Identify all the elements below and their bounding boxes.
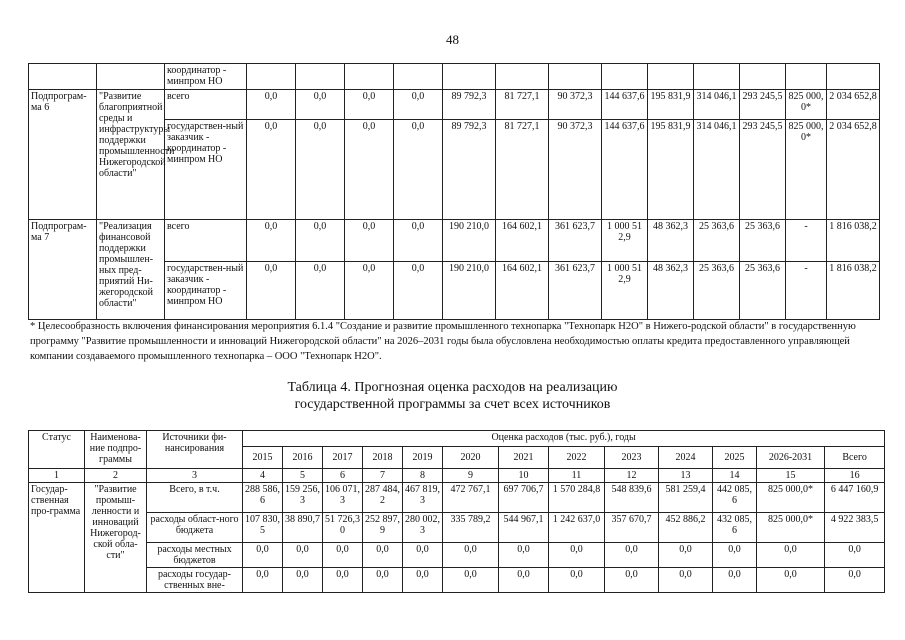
value-cell: 190 210,0 [443, 262, 496, 320]
value-cell: 0,0 [605, 543, 659, 568]
value-cell: 0,0 [549, 543, 605, 568]
column-number: 14 [713, 469, 757, 483]
value-cell: 0,0 [825, 568, 885, 593]
name-cell [97, 64, 165, 90]
column-number: 1 [29, 469, 85, 483]
column-number: 13 [659, 469, 713, 483]
value-cell: 1 816 038,2 [827, 262, 880, 320]
value-cell: 25 363,6 [740, 262, 786, 320]
column-number: 9 [443, 469, 499, 483]
value-cell: 1 000 512,9 [602, 220, 648, 262]
header-year: 2020 [443, 447, 499, 469]
table-row [29, 90, 880, 120]
column-number: 12 [605, 469, 659, 483]
value-cell: 0,0 [345, 120, 394, 220]
value-cell [443, 64, 496, 90]
value-cell: 164 602,1 [496, 220, 549, 262]
value-cell: 1 570 284,8 [549, 483, 605, 513]
column-number: 15 [757, 469, 825, 483]
value-cell: 90 372,3 [549, 120, 602, 220]
value-cell: 0,0 [345, 220, 394, 262]
value-cell: 0,0 [363, 568, 403, 593]
column-number: 7 [363, 469, 403, 483]
value-cell: 0,0 [403, 543, 443, 568]
value-cell: 0,0 [394, 262, 443, 320]
source-cell: координатор - минпром НО [165, 64, 247, 90]
value-cell: 0,0 [499, 543, 549, 568]
value-cell: 0,0 [323, 568, 363, 593]
value-cell: 0,0 [394, 90, 443, 120]
value-cell: 25 363,6 [740, 220, 786, 262]
value-cell: 6 447 160,9 [825, 483, 885, 513]
value-cell: 0,0 [659, 568, 713, 593]
table-row [29, 513, 885, 543]
value-cell: 335 789,2 [443, 513, 499, 543]
value-cell: 0,0 [605, 568, 659, 593]
subprogram-table [28, 63, 880, 320]
value-cell: 825 000,0* [786, 90, 827, 120]
header-year: 2025 [713, 447, 757, 469]
value-cell: 432 085,6 [713, 513, 757, 543]
value-cell: 825 000,0* [786, 120, 827, 220]
value-cell [549, 64, 602, 90]
source-cell: всего [165, 220, 247, 262]
value-cell: 452 886,2 [659, 513, 713, 543]
program-cell: Подпрограм-ма 6 [29, 90, 97, 220]
value-cell: 195 831,9 [648, 120, 694, 220]
value-cell: 0,0 [345, 90, 394, 120]
value-cell: 107 830,5 [243, 513, 283, 543]
value-cell: 0,0 [443, 543, 499, 568]
value-cell: 144 637,6 [602, 120, 648, 220]
value-cell: 361 623,7 [549, 220, 602, 262]
value-cell: 0,0 [713, 568, 757, 593]
value-cell [648, 64, 694, 90]
source-cell: всего [165, 90, 247, 120]
value-cell: 280 002,3 [403, 513, 443, 543]
column-number: 10 [499, 469, 549, 483]
value-cell: 0,0 [403, 568, 443, 593]
header-status: Статус [29, 431, 85, 469]
value-cell: - [786, 262, 827, 320]
value-cell: 25 363,6 [694, 262, 740, 320]
source-cell: Всего, в т.ч. [147, 483, 243, 513]
column-number: 5 [283, 469, 323, 483]
value-cell [602, 64, 648, 90]
value-cell: 0,0 [443, 568, 499, 593]
value-cell: 89 792,3 [443, 90, 496, 120]
value-cell: 89 792,3 [443, 120, 496, 220]
value-cell: 442 085,6 [713, 483, 757, 513]
value-cell [345, 64, 394, 90]
value-cell: 1 242 637,0 [549, 513, 605, 543]
header-year: Всего [825, 447, 885, 469]
header-name: Наименова-ние подпро-граммы [85, 431, 147, 469]
table4-title-line1: Таблица 4. Прогнозная оценка расходов на реализацию [287, 380, 618, 395]
value-cell: 159 256,3 [283, 483, 323, 513]
source-cell: расходы государ-ственных вне- [147, 568, 243, 593]
header-year: 2016 [283, 447, 323, 469]
value-cell: 81 727,1 [496, 120, 549, 220]
value-cell: 314 046,1 [694, 120, 740, 220]
value-cell: 1 816 038,2 [827, 220, 880, 262]
value-cell: 361 623,7 [549, 262, 602, 320]
name-cell: "Реализация финансовой поддержки промышлен-ных пред-приятий Ни-жегородской области" [97, 220, 165, 320]
table4-title-line2: государственной программы за счет всех источников [294, 397, 611, 412]
value-cell: 548 839,6 [605, 483, 659, 513]
value-cell: 90 372,3 [549, 90, 602, 120]
value-cell [247, 64, 296, 90]
source-cell: государствен-ный заказчик - координатор - минпром НО [165, 262, 247, 320]
value-cell: 825 000,0* [757, 483, 825, 513]
value-cell: 106 071,3 [323, 483, 363, 513]
value-cell: 472 767,1 [443, 483, 499, 513]
value-cell: 0,0 [363, 543, 403, 568]
value-cell: 51 726,30 [323, 513, 363, 543]
header-year: 2018 [363, 447, 403, 469]
value-cell: 0,0 [825, 543, 885, 568]
name-cell: "Развитие промыш-ленности и инноваций Нижегород-ской обла-сти" [85, 483, 147, 593]
value-cell: 0,0 [243, 568, 283, 593]
column-number: 3 [147, 469, 243, 483]
column-number: 16 [825, 469, 885, 483]
table-row [29, 64, 880, 90]
value-cell: 0,0 [247, 90, 296, 120]
header-year: 2023 [605, 447, 659, 469]
value-cell: - [786, 220, 827, 262]
header-year: 2017 [323, 447, 363, 469]
value-cell: 0,0 [296, 262, 345, 320]
value-cell: 0,0 [283, 543, 323, 568]
value-cell: 2 034 652,8 [827, 90, 880, 120]
header-year: 2026-2031 [757, 447, 825, 469]
value-cell: 293 245,5 [740, 120, 786, 220]
value-cell: 288 586,6 [243, 483, 283, 513]
value-cell: 1 000 512,9 [602, 262, 648, 320]
value-cell: 0,0 [757, 568, 825, 593]
header-year: 2024 [659, 447, 713, 469]
value-cell: 144 637,6 [602, 90, 648, 120]
value-cell: 293 245,5 [740, 90, 786, 120]
header-year: 2015 [243, 447, 283, 469]
column-number: 8 [403, 469, 443, 483]
value-cell: 0,0 [247, 220, 296, 262]
status-cell: Государ-ственная про-грамма [29, 483, 85, 593]
value-cell: 0,0 [345, 262, 394, 320]
value-cell: 48 362,3 [648, 220, 694, 262]
value-cell: 2 034 652,8 [827, 120, 880, 220]
value-cell: 38 890,7 [283, 513, 323, 543]
header-year: 2021 [499, 447, 549, 469]
footnote: * Целесообразность включения финансирования мероприятия 6.1.4 "Создание и развитие промышленного технопарка "Технопарк Н2О" в Нижего-родской области" в государственную программу "Развитие промышленности и инноваций Нижегородской области" на 2026–2031 годы была обусловлена необходимостью оплаты кредита предоставленного управляющей компании создаваемого промышленного технопарка – ООО "Технопарк Н2О". [30, 321, 856, 362]
page-number: 48 [446, 32, 459, 47]
column-number: 2 [85, 469, 147, 483]
table4 [28, 430, 885, 593]
value-cell [740, 64, 786, 90]
column-number: 4 [243, 469, 283, 483]
value-cell: 164 602,1 [496, 262, 549, 320]
value-cell: 0,0 [549, 568, 605, 593]
source-cell: расходы местных бюджетов [147, 543, 243, 568]
value-cell: 0,0 [323, 543, 363, 568]
value-cell: 0,0 [247, 120, 296, 220]
value-cell: 0,0 [713, 543, 757, 568]
value-cell: 0,0 [394, 220, 443, 262]
header-year: 2022 [549, 447, 605, 469]
value-cell: 825 000,0* [757, 513, 825, 543]
value-cell: 48 362,3 [648, 262, 694, 320]
value-cell: 357 670,7 [605, 513, 659, 543]
value-cell: 4 922 383,5 [825, 513, 885, 543]
column-number: 11 [549, 469, 605, 483]
table-row [29, 220, 880, 262]
header-year: 2019 [403, 447, 443, 469]
value-cell [296, 64, 345, 90]
value-cell: 581 259,4 [659, 483, 713, 513]
value-cell: 190 210,0 [443, 220, 496, 262]
table-row [29, 568, 885, 593]
value-cell: 0,0 [296, 90, 345, 120]
value-cell: 0,0 [394, 120, 443, 220]
value-cell [827, 64, 880, 90]
value-cell: 544 967,1 [499, 513, 549, 543]
value-cell [394, 64, 443, 90]
value-cell: 0,0 [283, 568, 323, 593]
program-cell: Подпрограм-ма 7 [29, 220, 97, 320]
value-cell: 195 831,9 [648, 90, 694, 120]
column-number: 6 [323, 469, 363, 483]
program-cell [29, 64, 97, 90]
value-cell: 25 363,6 [694, 220, 740, 262]
value-cell: 0,0 [243, 543, 283, 568]
value-cell: 467 819,3 [403, 483, 443, 513]
table-row [29, 483, 885, 513]
value-cell: 0,0 [296, 220, 345, 262]
header-estimate: Оценка расходов (тыс. руб.), годы [243, 431, 885, 447]
value-cell [694, 64, 740, 90]
source-cell: расходы област-ного бюджета [147, 513, 243, 543]
value-cell: 0,0 [499, 568, 549, 593]
value-cell: 81 727,1 [496, 90, 549, 120]
source-cell: государствен-ный заказчик - координатор - минпром НО [165, 120, 247, 220]
name-cell: "Развитие благоприятной среды и инфраструктуры поддержки промышленности Нижегородской области" [97, 90, 165, 220]
value-cell: 0,0 [659, 543, 713, 568]
value-cell: 0,0 [296, 120, 345, 220]
value-cell [786, 64, 827, 90]
value-cell: 697 706,7 [499, 483, 549, 513]
value-cell: 287 484,2 [363, 483, 403, 513]
value-cell [496, 64, 549, 90]
header-sources: Источники фи-нансирования [147, 431, 243, 469]
table-row [29, 543, 885, 568]
value-cell: 252 897,9 [363, 513, 403, 543]
value-cell: 314 046,1 [694, 90, 740, 120]
value-cell: 0,0 [757, 543, 825, 568]
value-cell: 0,0 [247, 262, 296, 320]
